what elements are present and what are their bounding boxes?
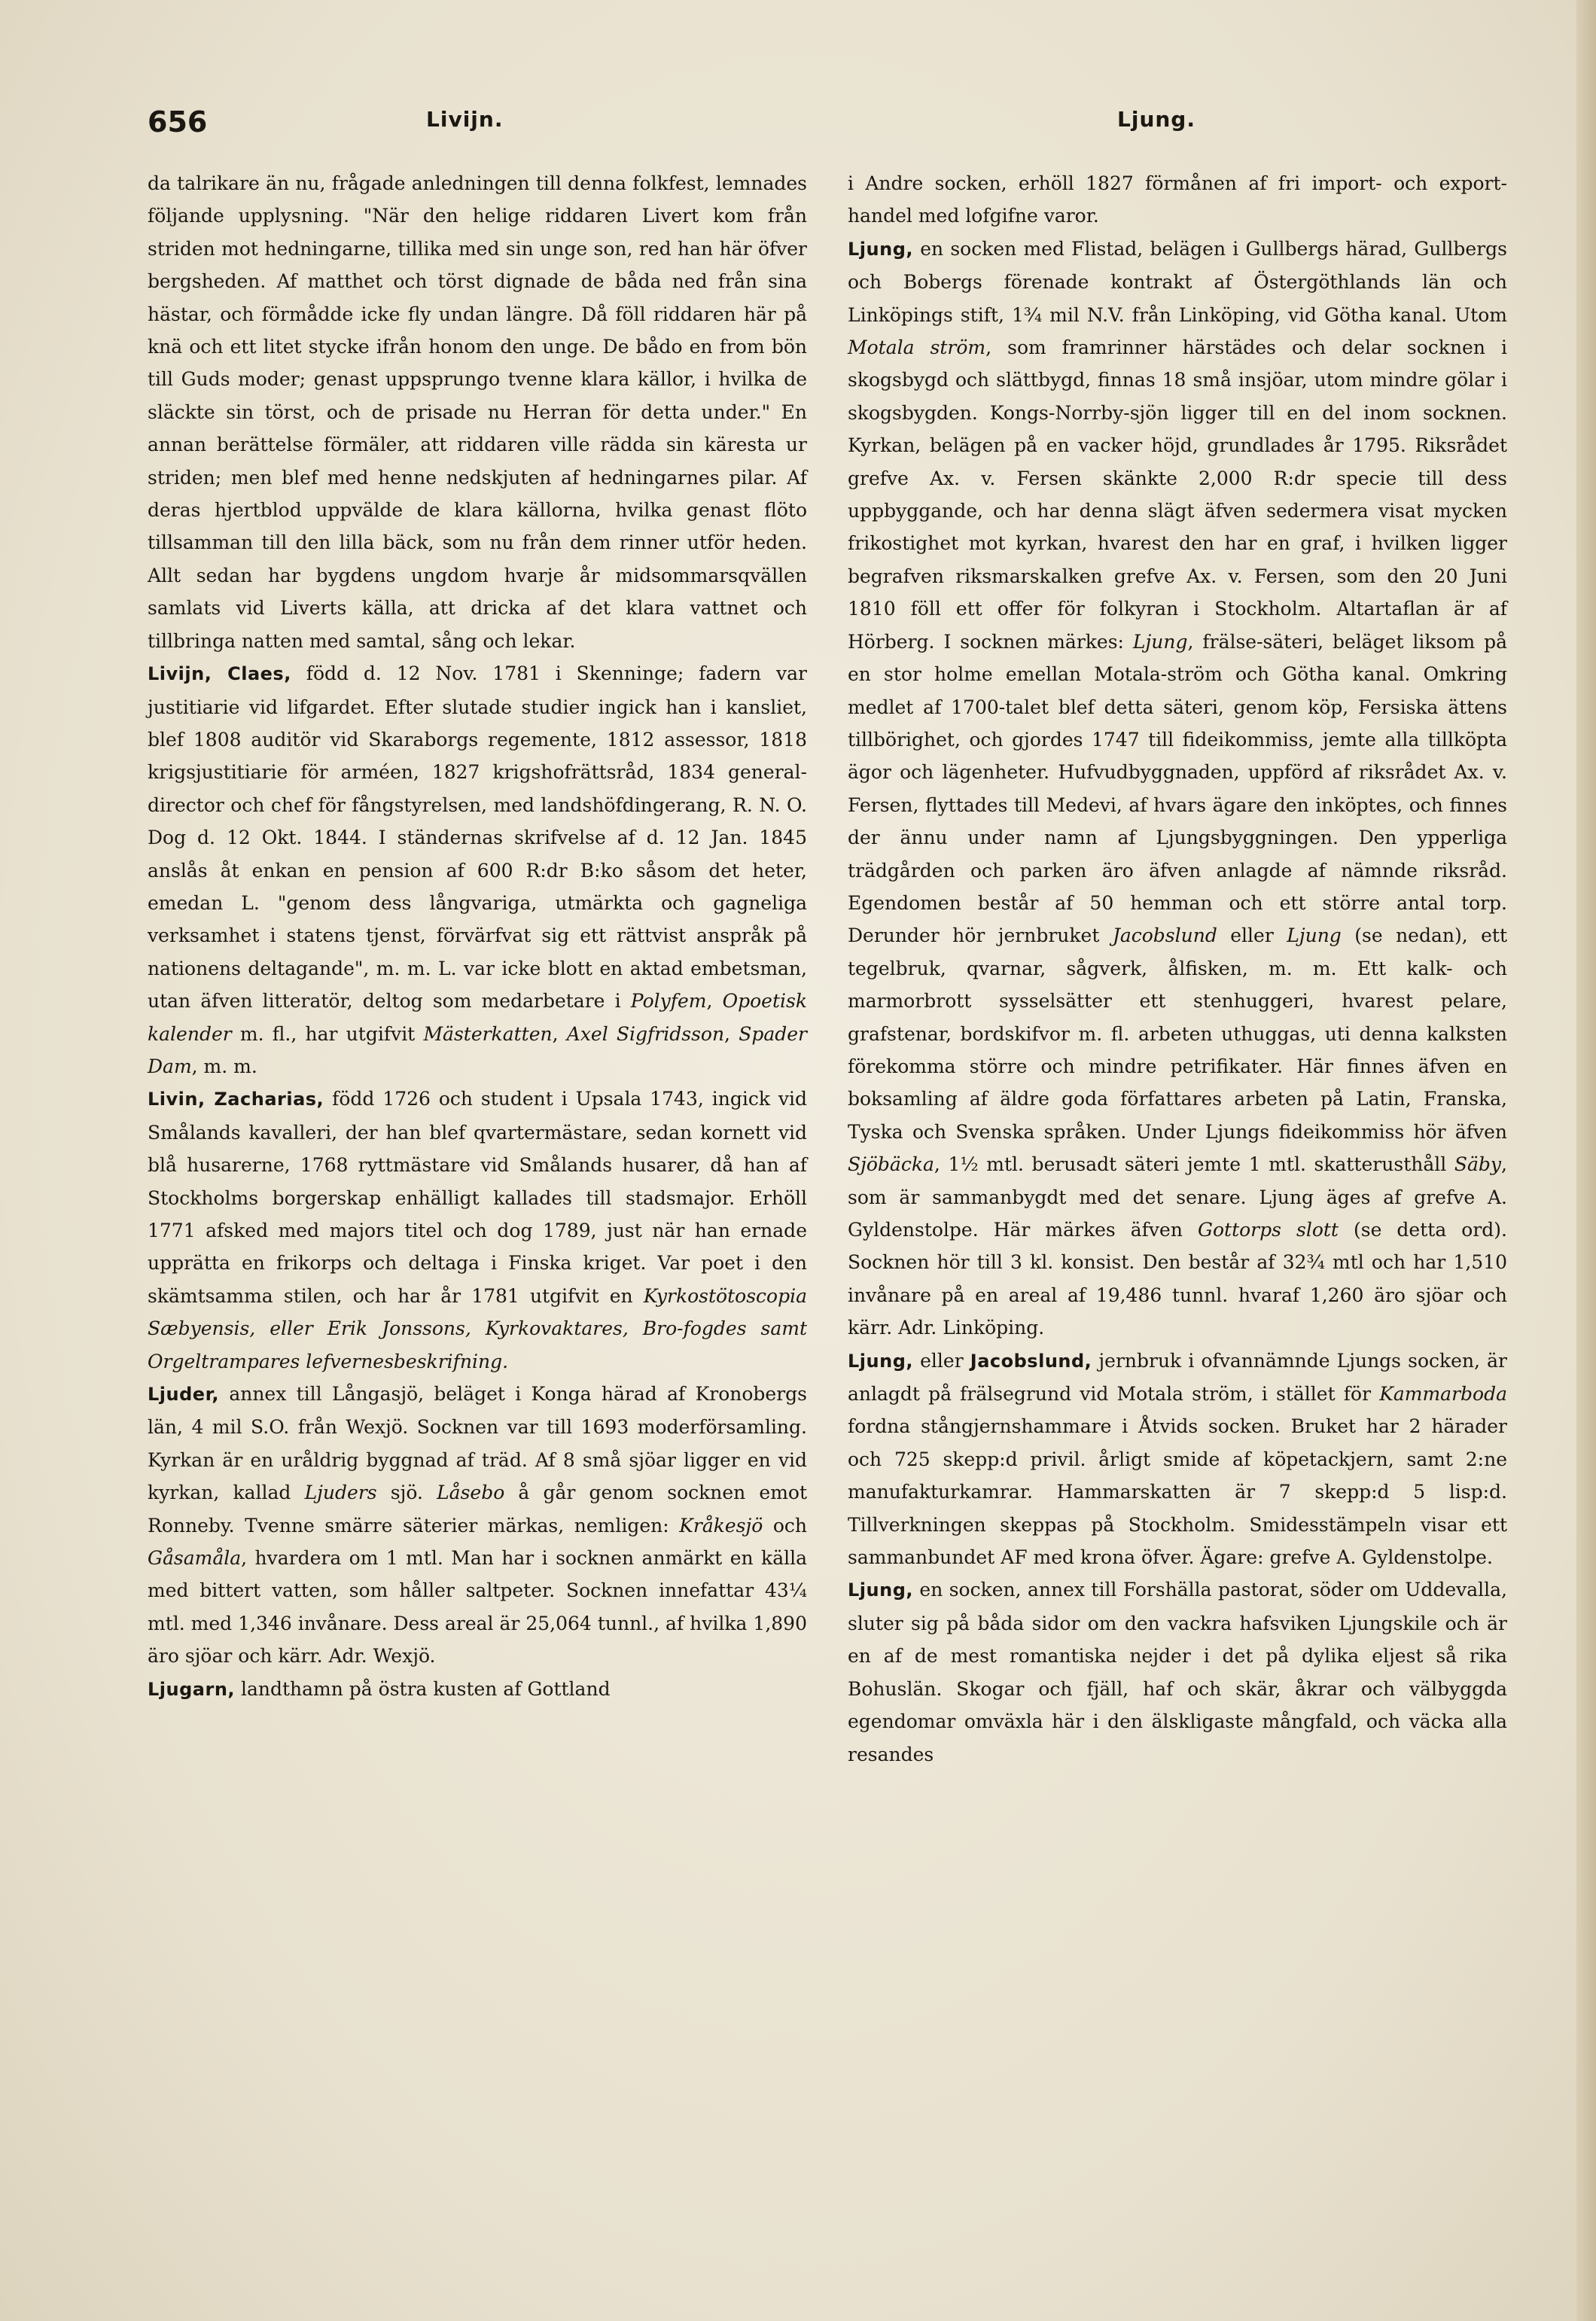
- entry-text: född d. 12 Nov. 1781 i Skenninge; fadern var justitiarie vid lifgardet. Efter slutade studier ingick han i kansliet, blef 1808 auditör vid Skaraborgs regemente, 1812 assessor, 1818 krigsjustitiarie för arméen, 1827 krigshofrättsråd, 1834 general-director och chef för fångstyrelsen, med landshöfdingerang, R. N. O. Dog d. 12 Okt. 1844. I ständernas skrifvelse af d. 12 Jan. 1845 anslås åt enkan en pension af 600 R:dr B:ko såsom det heter, emedan L. "genom dess långvariga, utmärkta och gagneliga verksamhet i statens tjenst, förvärfvat sig ett rättvist anspråk på nationens deltagande", m. m. L. var icke blott en aktad embetsman, utan äfven litteratör, deltog som medarbetare i: [148, 662, 808, 1013]
- entry-title: Ljung: [1287, 924, 1342, 947]
- entry-text: född 1726 och student i Upsala 1743, ingick vid Smålands kavalleri, der han blef qvartermästare, sedan kornett vid blå husarerne, 1768 ryttmästare vid Smålands husarer, då han af Stockholms borgerskap enhälligt kallades till stadsmajor. Erhöll 1771 afsked med majors titel och dog 1789, just när han ernade upprätta en frikorps och deltaga i Finska kriget. Var poet i den skämtsamma stilen, och har år 1781 utgifvit en: [148, 1088, 807, 1307]
- entry-title: Ljung: [1132, 630, 1188, 653]
- entry-title: Säby: [1454, 1153, 1502, 1176]
- entry-text: , som är sammanbygdt med det senare. Ljung äges af grefve A. Gyldenstolpe. Här märkes äfven: [848, 1153, 1507, 1241]
- entry-text: å går genom socknen emot Ronneby. Tvenne smärre säterier märkas, nemligen:: [148, 1482, 808, 1537]
- entry-title: Kråkesjö: [679, 1514, 763, 1537]
- entry-text: en socken med Flistad, belägen i Gullbergs härad, Gullbergs och Bobergs förenade kontrakt af Östergöthlands län och Linköpings stift, 1¾ mil N.V. från Linköping, vid Götha kanal. Utom: [848, 237, 1507, 326]
- entry-title: Ljuders: [304, 1482, 377, 1504]
- page-header: [148, 105, 1512, 151]
- entry-ljung-bohuslan: [848, 1573, 1507, 1770]
- entry-livijn: [148, 657, 807, 1083]
- left-column: [148, 167, 807, 1706]
- entry-livin: [148, 1083, 807, 1378]
- entry-title: Axel Sigfridsson: [566, 1022, 725, 1045]
- entry-headword: Livijn, Claes,: [148, 663, 291, 685]
- entry-text: (se detta ord). Socknen hör till 3 kl. konsist. Den består af 32¾ mtl och har 1,510 invånare på en areal af 19,486 tunnl. hvaraf 1,260 äro sjöar och kärr. Adr. Linköping.: [848, 1219, 1507, 1339]
- entry-title: Spader Dam: [148, 1022, 807, 1077]
- entry-text: i Andre socken, erhöll 1827 förmånen af fri import- och export-handel med lofgifne varor.: [848, 172, 1507, 227]
- entry-title: Kyrkostötoscopia Sæbyensis, eller Erik Jonssons, Kyrkovaktares, Bro-fogdes samt Orgeltrampares lefvernesbeskrifning.: [148, 1284, 807, 1372]
- entry-ljung-socken: [848, 233, 1507, 1345]
- entry-text: , 1½ mtl. berusadt säteri jemte 1 mtl. skatterusthåll: [934, 1153, 1454, 1176]
- entry-continuation: [848, 167, 1507, 233]
- page-edge: [1576, 0, 1596, 2321]
- entry-text: fordna stångjernshammare i Åtvids socken. Bruket har 2 härader och 725 skepp:d privil. årligt smide af köpetackjern, samt 2:ne manufakturkamrar. Hammarskatten är 7 skepp:d 5 lisp:d. Tillverkningen skeppas på Stockholm. Smidesstämpeln visar ett sammanbundet AF med krona öfver. Ägare: grefve A. Gyldenstolpe.: [848, 1415, 1507, 1569]
- entry-headword: Ljuder,: [148, 1384, 219, 1406]
- entry-text: en socken, annex till Forshälla pastorat, söder om Uddevalla, sluter sig på båda sidor om den vackra hafsviken Ljungskile och är en af de mest romantiska nejder i det på dylika eljest så rika Bohuslän. Skogar och fjäll, haf och skär, åkrar och välbyggda egendomar omväxla här i den älskligaste mångfald, och väcka alla resandes: [848, 1579, 1507, 1765]
- entry-text: , som framrinner härstädes och delar socknen i skogsbygd och slättbygd, finnas 18 små insjöar, utom mindre gölar i skogsbygden. Kongs-Norrby-sjön ligger till en del inom socknen. Kyrkan, belägen på en vacker höjd, grundlades år 1795. Riksrådet grefve Ax. v. Fersen skänkte 2,000 R:dr specie till dess uppbyggande, och har denna slägt äfven sedermera visat mycken frikostighet mot kyrkan, hvarest den har en graf, i hvilken ligger begrafven riksmarskalken grefve Ax. v. Fersen, som den 20 Juni 1810 föll ett offer för folkyran i Stockholm. Altartaflan är af Hörberg. I socknen märkes:: [848, 337, 1507, 653]
- entry-text: , m. m.: [191, 1055, 257, 1077]
- entry-text: (se nedan), ett tegelbruk, qvarnar, sågverk, ålfisken, m. m. Ett kalk- och marmorbrott sysselsätter ett stenhuggeri, hvarest pelare, grafstenar, bordskifvor m. fl. arbeten uthuggas, uti denna kalksten förekomma större och mindre petrifikater. Här finnes äfven en boksamling af äldre goda författares arbeten på Latin, Franska, Tyska och Svenska språken. Under Ljungs fideikommiss hör äfven: [848, 924, 1508, 1143]
- entry-headword: Ljung,: [848, 238, 913, 260]
- entry-text: ,: [706, 990, 723, 1013]
- entry-text: jernbruk i ofvannämnde Ljungs socken, är anlagdt på frälsegrund vid Motala ström, i stället för: [848, 1349, 1507, 1406]
- entry-text: eller: [913, 1349, 970, 1372]
- entry-text: eller: [1217, 924, 1287, 947]
- entry-ljuder: [148, 1378, 807, 1673]
- entry-headword: Livin, Zacharias,: [148, 1089, 324, 1110]
- entry-title: Kammarboda: [1379, 1383, 1507, 1406]
- entry-text: och: [763, 1514, 807, 1537]
- right-column: [848, 167, 1507, 1771]
- entry-title: Mästerkatten: [423, 1022, 553, 1045]
- entry-headword: Ljung,: [848, 1350, 913, 1372]
- entry-title: Gottorps slott: [1198, 1219, 1339, 1241]
- entry-title: Motala ström: [848, 337, 986, 359]
- entry-headword-alt: Jacobslund,: [970, 1350, 1092, 1372]
- page-number: 656: [148, 105, 208, 139]
- entry-ljung-jacobslund: [848, 1345, 1507, 1574]
- running-head-right: Ljung.: [1117, 107, 1195, 132]
- entry-text: ,: [724, 1022, 739, 1045]
- entry-text: da talrikare än nu, frågade anledningen till denna folkfest, lemnades följande upplysning. "När den helige riddaren Livert kom från striden mot hedningarne, tillika med sin unge son, red han här öfver bergsheden. Af matthet och törst dignade de båda ned från sina hästar, och förmådde icke fly undan längre. Då föll riddaren här på knä och ett litet stycke ifrån honom den unge. De bådo en from bön till Guds moder; genast uppsprungo tvenne klara källor, i hvilka de släckte sin törst, och de prisade nu Herran för detta under." En annan berättelse förmäler, att riddaren ville rädda sin käresta ur striden; men blef med henne nedskjuten af hedningarnes pilar. Af deras hjertblod uppvälde de klara källorna, hvilka genast flöto tillsamman till den lilla bäck, som nu från dem rinner utför heden. Allt sedan har bygdens ungdom hvarje år midsommarsqvällen samlats vid Liverts källa, att dricka af det klara vattnet och tillbringa natten med samtal, sång och lekar.: [148, 172, 807, 652]
- entry-continuation: [148, 167, 807, 657]
- entry-headword: Ljugarn,: [148, 1678, 236, 1700]
- entry-title: Låsebo: [437, 1482, 505, 1504]
- entry-text: , hvardera om 1 mtl. Man har i socknen anmärkt en källa med bittert vatten, som håller saltpeter. Socknen innefattar 43¼ mtl. med 1,346 invånare. Dess areal är 25,064 tunnl., af hvilka 1,890 äro sjöar och kärr. Adr. Wexjö.: [148, 1547, 807, 1668]
- entry-text: , frälse-säteri, beläget liksom på en stor holme emellan Motala-ström och Götha kanal. Omkring medlet af 1700-talet blef detta säteri, genom köp, Fersiska ättens tillbörighet, och gjordes 1747 till fideikommiss, jemte alla tillköpta ägor och lägenheter. Hufvudbyggnaden, uppförd af riksrådet Ax. v. Fersen, flyttades till Medevi, af hvars ägare den inköptes, och finnes der ännu under namn af Ljungsbyggningen. Den ypperliga trädgården och parken äro äfven anlagde af nämnde riksråd. Egendomen består af 50 hemman och ett större antal torp. Derunder hör jernbruket: [848, 630, 1508, 947]
- entry-text: annex till Långasjö, beläget i Konga härad af Kronobergs län, 4 mil S.O. från Wexjö. Socknen var till 1693 moderförsamling. Kyrkan är en uråldrig byggnad af träd. Af 8 små sjöar ligger en vid kyrkan, kallad: [148, 1383, 807, 1504]
- entry-title: Sjöbäcka: [848, 1153, 934, 1176]
- entry-title: Polyfem: [630, 990, 707, 1013]
- running-head-left: Livijn.: [426, 107, 504, 132]
- entry-title: Gåsamåla: [148, 1547, 242, 1570]
- entry-text: landthamn på östra kusten af Gottland: [235, 1677, 611, 1700]
- entry-ljugarn: [148, 1673, 807, 1706]
- entry-title: Opoetisk kalender: [148, 990, 807, 1045]
- entry-headword: Ljung,: [848, 1579, 913, 1601]
- entry-title: Jacobslund: [1112, 924, 1217, 947]
- entry-text: m. fl., har utgifvit: [231, 1022, 424, 1045]
- entry-text: ,: [552, 1022, 567, 1045]
- entry-text: sjö.: [376, 1482, 437, 1504]
